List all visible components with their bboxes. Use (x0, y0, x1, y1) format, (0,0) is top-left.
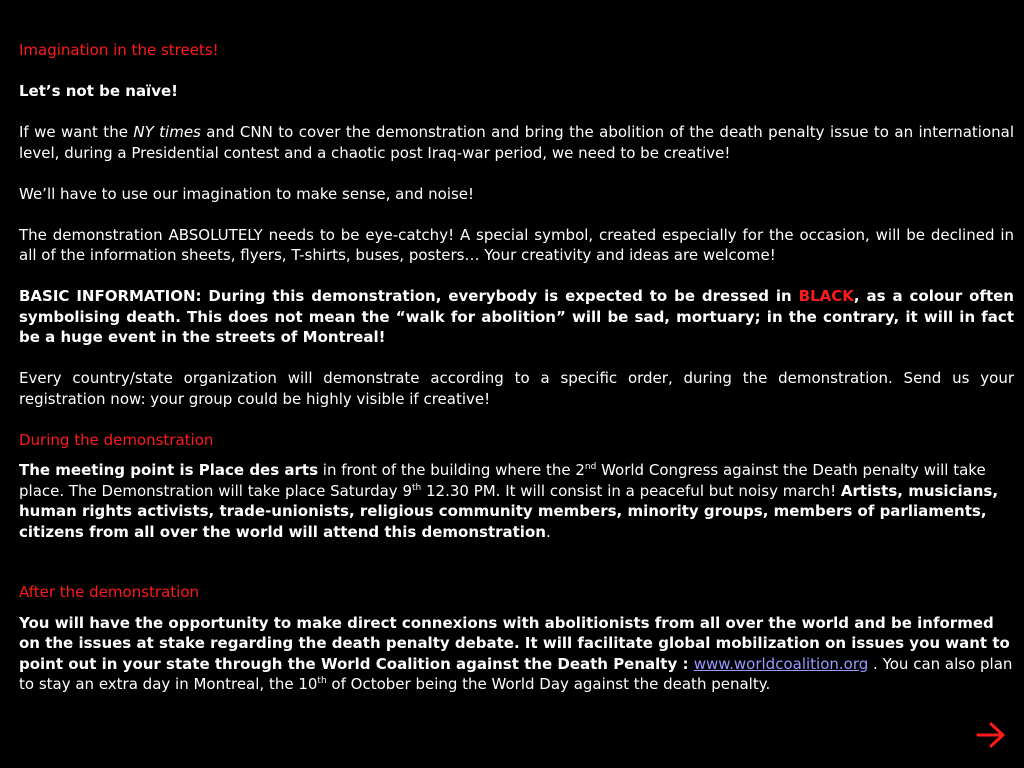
registration-paragraph: Every country/state organization will demonstrate according to a specific order, during the demonstration. Send us your registration now: your group could be highly visible if creative! (19, 369, 1014, 408)
intro-paragraph (19, 122, 1014, 163)
basic-info-end: , as a colour often symbolising death. This does not mean the “walk for abolition” will be sad, mortuary; in the contrary, it will in fact be a huge event in the streets of Montreal! (19, 287, 1014, 346)
newspaper-name: NY times (133, 123, 201, 141)
page-title: Imagination in the streets! (19, 41, 219, 59)
ordinal-suffix: nd (584, 462, 597, 472)
attendees-list: Artists, musicians, human rights activists, trade-unionists, religious community members, minority groups, members of parliaments, citizens from all over the world will attend this demonstration (19, 481, 999, 541)
imagination-paragraph: We’ll have to use our imagination to make sense, and noise! (19, 184, 475, 203)
ordinal-suffix: th (411, 482, 422, 493)
during-text-2: World Congress against the Death penalty will take place. The Demonstration will take place Saturday 9 (19, 461, 986, 500)
after-text-1: . You can also plan to stay an extra day in Montreal, the 10 (19, 654, 1013, 693)
section-title-after: After the demonstration (19, 583, 200, 601)
eye-catchy-paragraph: The demonstration ABSOLUTELY needs to be eye-catchy! A special symbol, created especially for the occasion, will be declined in all of the information sheets, flyers, T-shirts, buses, posters… Your creativity and ideas are welcome! (19, 225, 1014, 264)
after-paragraph (19, 613, 1014, 695)
subheading: Let’s not be naïve! (19, 82, 178, 100)
worldcoalition-link[interactable]: www.worldcoalition.org (693, 654, 869, 673)
during-text-end: . (545, 522, 551, 541)
intro-text-start: If we want the (19, 123, 134, 141)
basic-info-start: BASIC INFORMATION: During this demonstration, everybody is expected to be dressed in (19, 287, 799, 305)
meeting-point: The meeting point is Place des arts (19, 461, 319, 479)
arrow-right-icon[interactable] (976, 720, 1006, 750)
after-bold-text: You will have the opportunity to make direct connexions with abolitionists from all over the world and be informed on the issues at stake regarding the death penalty debate. It will facilitate global mobilization on issues you want to point out in your state through the World Coalition against the Death Penalty : (19, 613, 1010, 673)
basic-information-paragraph (19, 286, 1014, 348)
arrow-right-icon (976, 720, 1006, 750)
during-text-1: in front of the building where the 2 (318, 461, 585, 479)
black-highlight: BLACK (798, 287, 854, 305)
intro-text-end: and CNN to cover the demonstration and bring the abolition of the death penalty issue to an international level, during a Presidential contest and a chaotic post Iraq-war period, we need to be creative! (19, 123, 1014, 162)
ordinal-suffix: th (317, 676, 327, 686)
section-title-during: During the demonstration (19, 430, 214, 449)
during-paragraph (19, 460, 1014, 542)
during-text-3: 12.30 PM. It will consist in a peaceful but noisy march! (421, 481, 841, 500)
slide-content (19, 40, 1014, 695)
after-text-2: of October being the World Day against the death penalty. (326, 675, 771, 693)
